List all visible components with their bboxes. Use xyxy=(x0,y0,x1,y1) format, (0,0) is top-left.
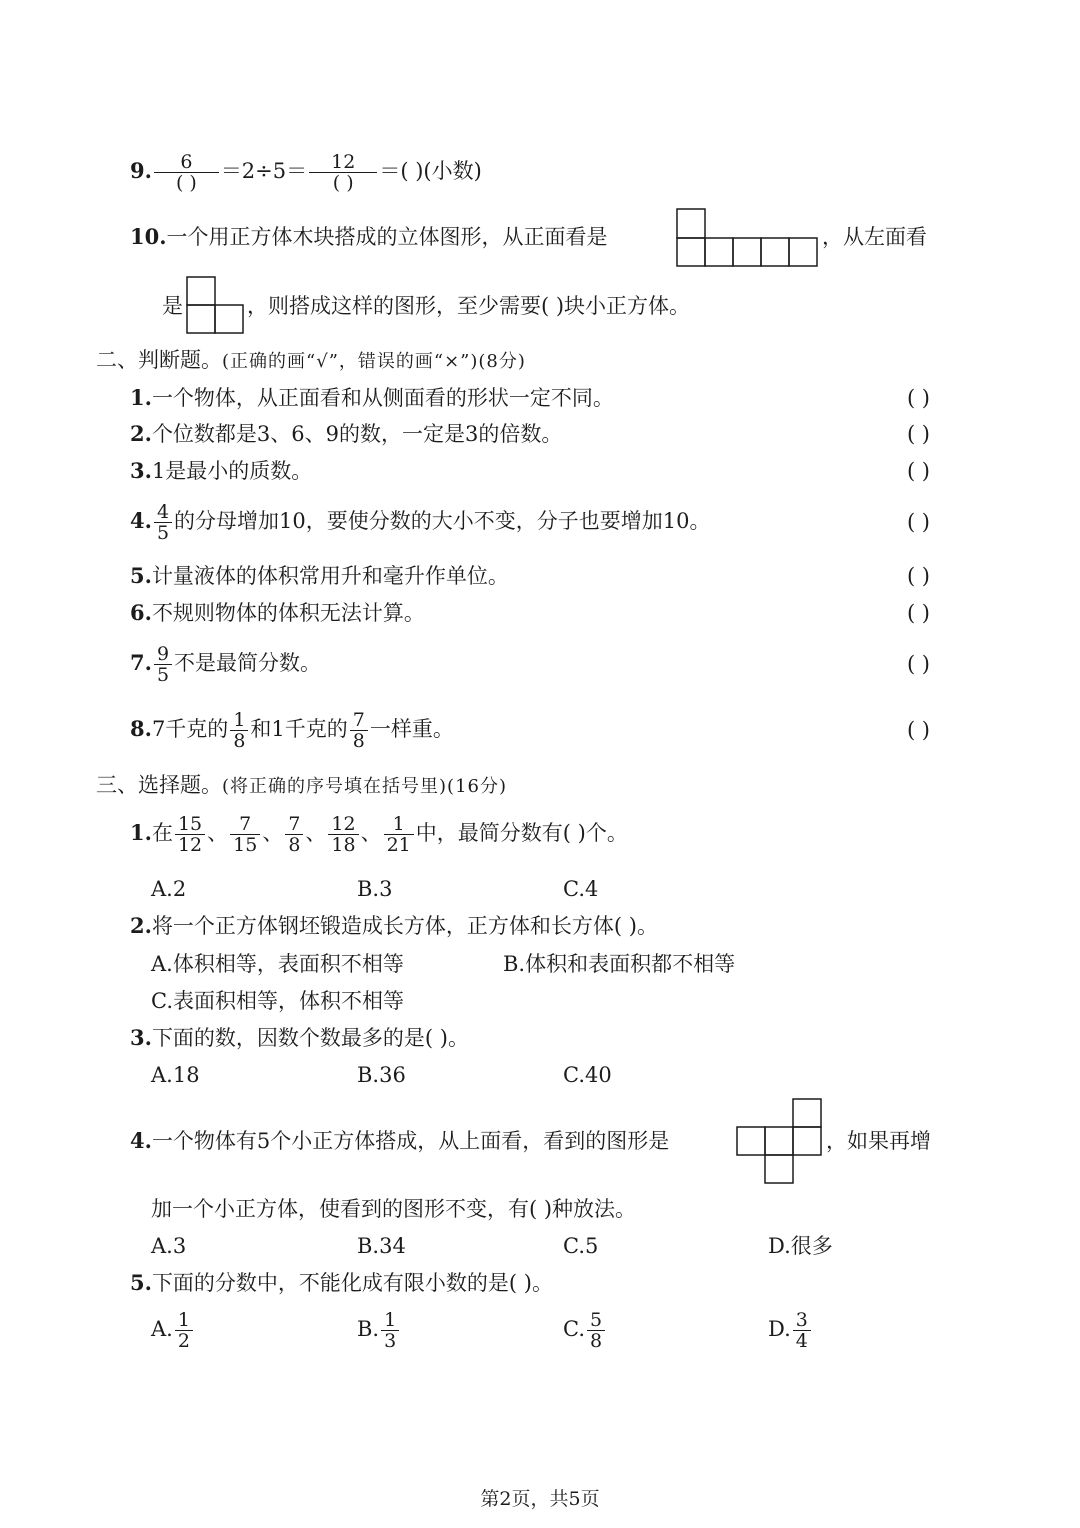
answer-blank[interactable]: ( ) xyxy=(906,718,930,742)
choice-question-4-line2: 加一个小正方体，使看到的图形不变，有( )种放法。 xyxy=(151,1197,637,1221)
option-b[interactable]: B.34 xyxy=(357,1234,406,1258)
answer-blank[interactable]: ( ) xyxy=(906,564,930,588)
fraction: $\frac{15}{12}$ xyxy=(175,814,205,855)
judge-item-8: 8.7千克的 $\frac{1}{8}$ 和1千克的 $\frac{7}{8}$ 一样重。 ( ) xyxy=(130,709,930,752)
question-number: 10. xyxy=(130,224,167,249)
fraction: $\frac{4}{5}$ xyxy=(154,502,172,543)
answer-blank[interactable]: ( ) xyxy=(906,386,930,410)
judge-item-7: 7. $\frac{9}{5}$ 不是最简分数。 ( ) xyxy=(130,643,930,686)
question-10-line2: 是 xyxy=(162,294,183,318)
fraction: $\frac{7}{8}$ xyxy=(285,814,303,855)
answer-blank[interactable]: ( ) xyxy=(906,510,930,534)
section-2-heading: 二、判断题。(正确的画“√”，错误的画“×”)(8分) xyxy=(96,348,526,372)
answer-blank[interactable]: ( ) xyxy=(906,601,930,625)
question-number: 9. xyxy=(130,158,152,183)
fraction: $\frac{12}{18}$ xyxy=(328,814,358,855)
option-b[interactable]: B.体积和表面积都不相等 xyxy=(503,952,736,976)
option-a[interactable]: A. $\frac{1}{2}$ xyxy=(151,1310,195,1351)
fraction: $\frac{7}{15}$ xyxy=(230,814,260,855)
choice-question-4-line1: 4.一个物体有5个小正方体搭成，从上面看，看到的图形是 xyxy=(130,1128,670,1153)
option-c[interactable]: C.表面积相等，体积不相等 xyxy=(151,989,404,1013)
fraction: $\frac{3}{4}$ xyxy=(793,1310,811,1351)
judge-item-3: 3.1是最小的质数。 ( ) xyxy=(130,458,930,483)
judge-item-4: 4. $\frac{4}{5}$ 的分母增加10，要使分数的大小不变，分子也要增加10。 ( ) xyxy=(130,501,930,544)
option-c[interactable]: C.5 xyxy=(563,1234,599,1258)
option-a[interactable]: A.体积相等，表面积不相等 xyxy=(151,952,404,976)
answer-blank[interactable]: ( ) xyxy=(906,422,930,446)
question-9: 9. $\frac{6}{( )}$ ＝2÷5＝ $\frac{12}{( )}$ ＝( )(小数) xyxy=(130,151,482,194)
judge-item-1: 1.一个物体，从正面看和从侧面看的形状一定不同。 ( ) xyxy=(130,385,930,410)
option-c[interactable]: C.4 xyxy=(563,877,599,901)
fraction: $\frac{6}{( )}$ xyxy=(154,152,219,193)
fraction: $\frac{7}{8}$ xyxy=(350,710,368,751)
top-view-figure xyxy=(736,1098,826,1186)
fraction: $\frac{12}{( )}$ xyxy=(309,152,377,193)
fraction: $\frac{9}{5}$ xyxy=(154,644,172,685)
fraction: $\frac{5}{8}$ xyxy=(587,1310,605,1351)
option-d[interactable]: D. $\frac{3}{4}$ xyxy=(768,1310,813,1351)
question-10-line1-tail: ，从左面看 xyxy=(822,225,927,249)
choice-question-5: 5.下面的分数中，不能化成有限小数的是( )。 xyxy=(130,1270,553,1295)
option-b[interactable]: B. $\frac{1}{3}$ xyxy=(357,1310,401,1351)
option-c[interactable]: C. $\frac{5}{8}$ xyxy=(563,1310,607,1351)
fraction: $\frac{1}{3}$ xyxy=(381,1310,399,1351)
answer-blank[interactable]: ( ) xyxy=(906,652,930,676)
judge-item-6: 6.不规则物体的体积无法计算。 ( ) xyxy=(130,600,930,625)
choice-question-1: 1.在 $\frac{15}{12}$ 、 $\frac{7}{15}$ 、 $\frac{7}{8}$ 、 $\frac{12}{18}$ 、 $\frac{1}{21}$ 中，最简分数有( )个。 xyxy=(130,813,628,856)
option-d[interactable]: D.很多 xyxy=(768,1234,833,1258)
option-b[interactable]: B.36 xyxy=(357,1063,406,1087)
fraction: $\frac{1}{2}$ xyxy=(175,1310,193,1351)
judge-item-2: 2.个位数都是3、6、9的数，一定是3的倍数。 ( ) xyxy=(130,421,930,446)
section-3-heading: 三、选择题。(将正确的序号填在括号里)(16分) xyxy=(96,773,507,797)
left-view-figure xyxy=(186,276,246,336)
option-c[interactable]: C.40 xyxy=(563,1063,612,1087)
choice-question-4-line1-tail: ，如果再增 xyxy=(826,1129,931,1153)
choice-question-2: 2.将一个正方体钢坯锻造成长方体，正方体和长方体( )。 xyxy=(130,913,658,938)
option-b[interactable]: B.3 xyxy=(357,877,393,901)
question-10-line2-tail: ，则搭成这样的图形，至少需要( )块小正方体。 xyxy=(247,294,691,318)
question-10-line1: 10.一个用正方体木块搭成的立体图形，从正面看是 xyxy=(130,224,608,249)
choice-question-3: 3.下面的数，因数个数最多的是( )。 xyxy=(130,1025,469,1050)
front-view-figure xyxy=(676,208,822,268)
option-a[interactable]: A.18 xyxy=(151,1063,200,1087)
fraction: $\frac{1}{8}$ xyxy=(230,710,248,751)
judge-item-5: 5.计量液体的体积常用升和毫升作单位。 ( ) xyxy=(130,563,930,588)
answer-blank[interactable]: ( ) xyxy=(906,459,930,483)
option-a[interactable]: A.3 xyxy=(151,1234,187,1258)
page-footer: 第2页，共5页 xyxy=(480,1488,600,1510)
option-a[interactable]: A.2 xyxy=(151,877,187,901)
fraction: $\frac{1}{21}$ xyxy=(384,814,414,855)
